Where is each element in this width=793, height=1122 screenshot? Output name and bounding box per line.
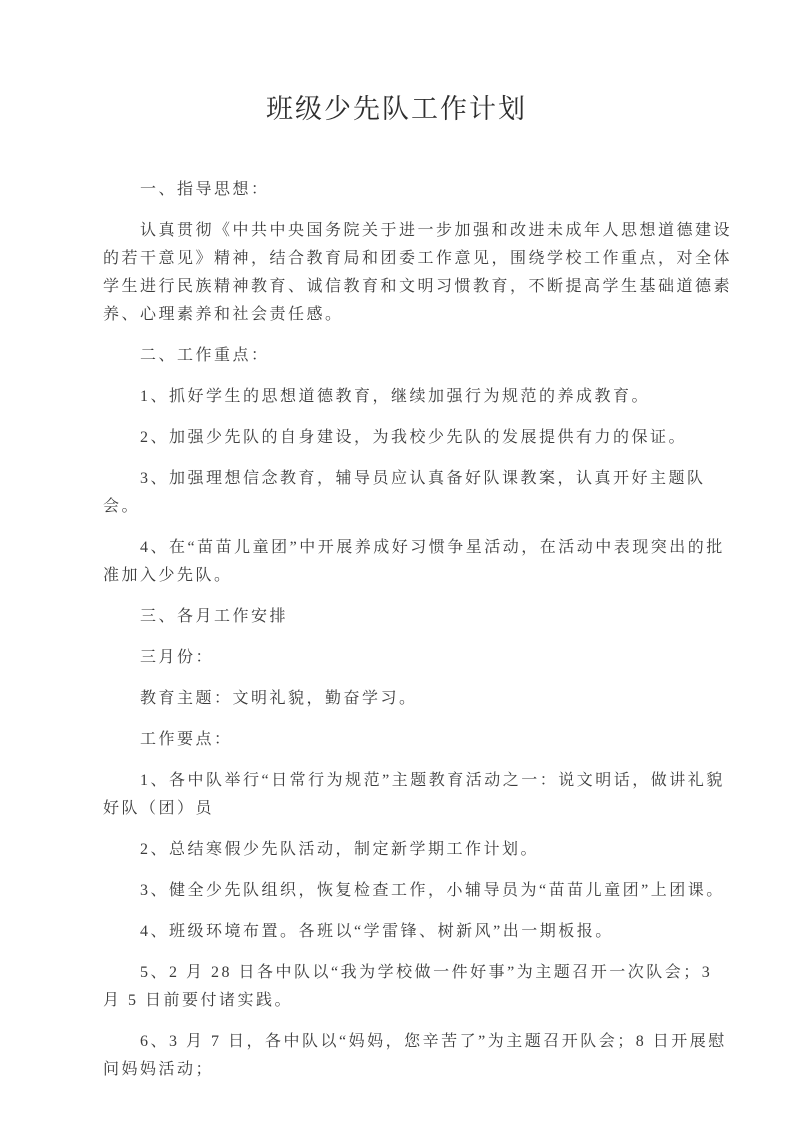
heading-guiding-ideology: 一、指导思想：	[140, 181, 270, 198]
heading-march: 三月份：	[140, 649, 215, 666]
para-education-theme: 教育主题：文明礼貌，勤奋学习。	[140, 690, 418, 707]
march-item-4: 4、班级环境布置。各班以“学雷锋、树新风”出一期板报。	[140, 923, 614, 940]
march-item-5: 5、2 月 28 日各中队以“我为学校做一件好事”为主题召开一次队会；3 月 5 日前要付诸实践。	[103, 964, 713, 1009]
march-item-2: 2、总结寒假少先队活动，制定新学期工作计划。	[140, 841, 540, 858]
work-focus-item-3: 3、加强理想信念教育，辅导员应认真备好队课教案，认真开好主题队会。	[103, 470, 706, 515]
work-focus-item-2: 2、加强少先队的自身建设，为我校少先队的发展提供有力的保证。	[140, 429, 688, 446]
document-body	[103, 176, 734, 1084]
para-guiding-ideology: 认真贯彻《中共中央国务院关于进一步加强和改进未成年人思想道德建设的若干意见》精神，结合教育局和团委工作意见，围绕学校工作重点，对全体学生进行民族精神教育、诚信教育和文明习惯教育，不断提高学生基础道德素养、心理素养和社会责任感。	[103, 222, 733, 323]
work-focus-item-4: 4、在“苗苗儿童团”中开展养成好习惯争星活动，在活动中表现突出的批准加入少先队。	[103, 539, 725, 584]
heading-work-focus: 二、工作重点：	[140, 347, 270, 364]
march-item-6: 6、3 月 7 日，各中队以“妈妈，您辛苦了”为主题召开队会；8 日开展慰问妈妈活动；	[103, 1033, 727, 1078]
document-title: 班级少先队工作计划	[266, 94, 527, 124]
heading-work-points: 工作要点：	[140, 731, 233, 748]
work-focus-item-1: 1、抓好学生的思想道德教育，继续加强行为规范的养成教育。	[140, 388, 651, 405]
heading-monthly-schedule: 三、各月工作安排	[140, 608, 289, 625]
march-item-3: 3、健全少先队组织，恢复检查工作，小辅导员为“苗苗儿童团”上团课。	[140, 882, 725, 899]
march-item-1: 1、各中队举行“日常行为规范”主题教育活动之一：说文明话，做讲礼貌好队（团）员	[103, 772, 725, 817]
